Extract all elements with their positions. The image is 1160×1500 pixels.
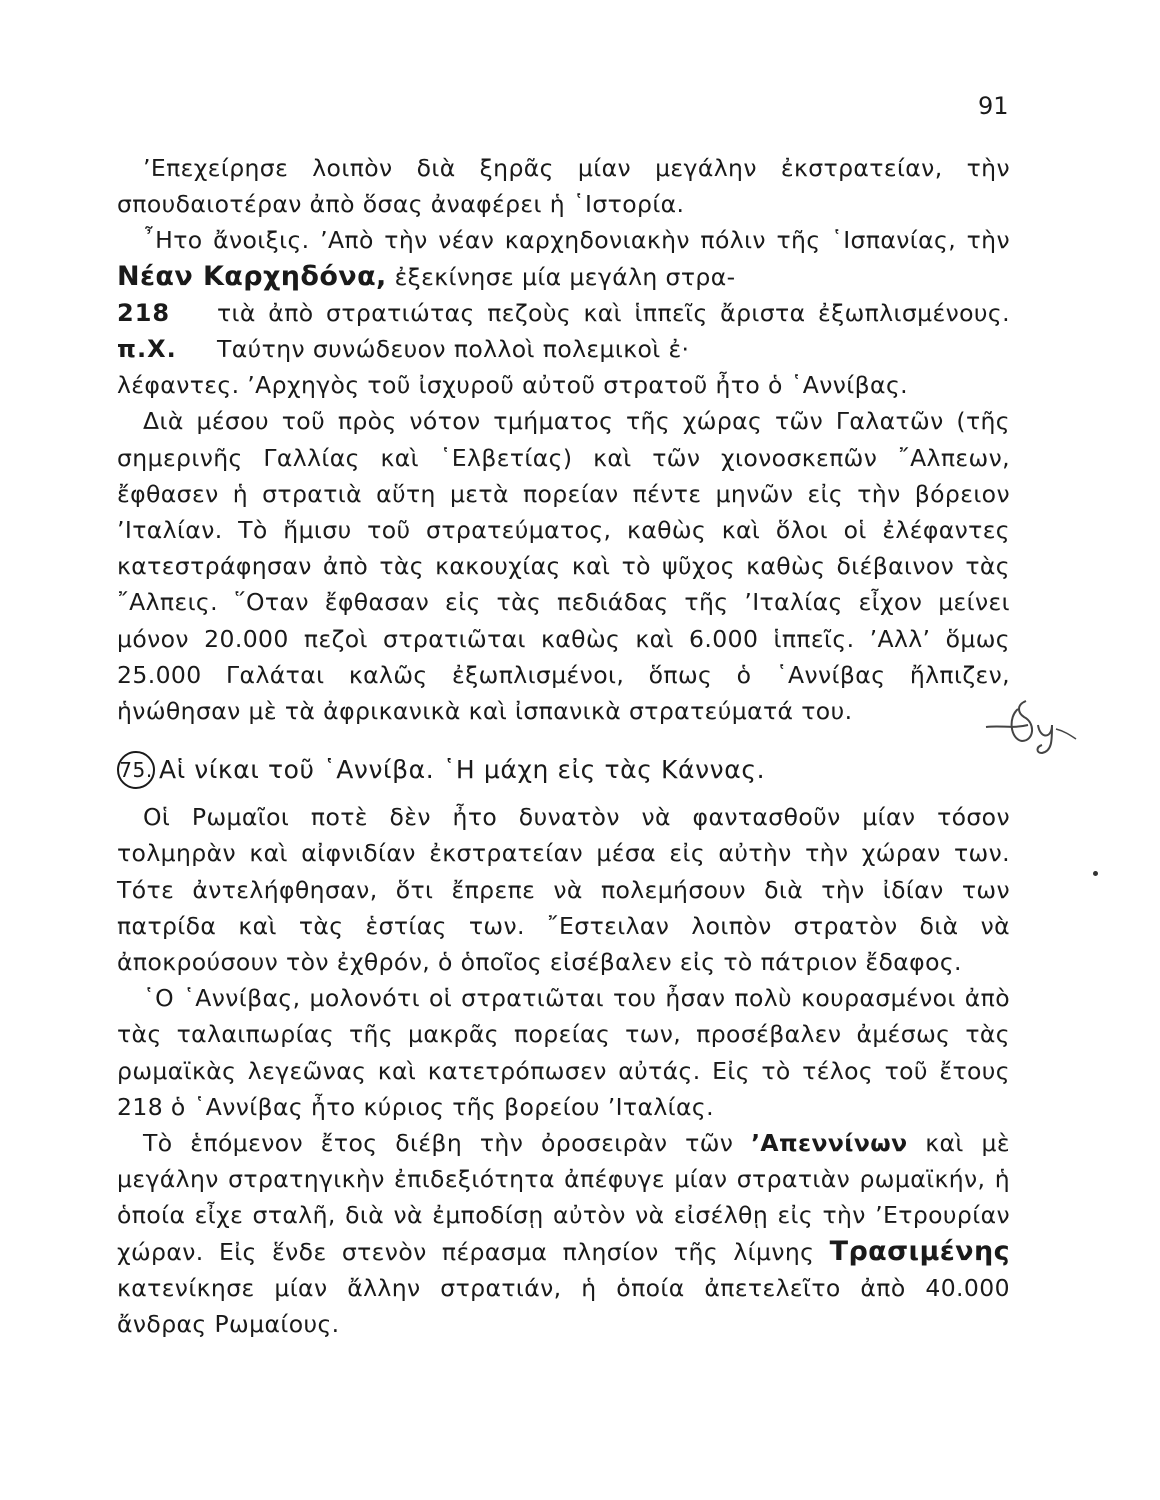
paragraph-5: ῾Ο ῾Αννίβας, μολονότι οἱ στρατιῶται του ἦσαν πολὺ κουρασμένοι ἀπὸ τὰς ταλαιπωρίας τῆς μακρᾶς πορείας των, προσέβαλεν ἀμέσως τὰς ρωμαϊκὰς λεγεῶνας καὶ κατετρόπωσεν αὐτάς. Εἰς τὸ τέλος τοῦ ἔτους 218 ὁ ῾Αννίβας ἦτο κύριος τῆς βορείου ’Ιταλίας.: [117, 984, 1010, 1121]
paragraph-4: Οἱ Ρωμαῖοι ποτὲ δὲν ἦτο δυνατὸν νὰ φαντασθοῦν μίαν τόσον τολμηρὰν καὶ αἰφνιδίαν ἐκστρατείαν μέσα εἰς αὐτὴν τὴν χώραν των. Τότε ἀντελήφθησαν, ὅτι ἔπρεπε νὰ πολεμήσουν διὰ τὴν ἰδίαν των πατρίδα καὶ τὰς ἑστίας των. ῎Εστειλαν λοιπὸν στρατὸν διὰ νὰ ἀποκρούσουν τὸν ἐχθρόν, ὁ ὁποῖος εἰσέβαλεν εἰς τὸ πάτριον ἔδαφος.: [117, 803, 1010, 977]
stray-dot: [1093, 871, 1098, 876]
section-title: Αἱ νίκαι τοῦ ῾Αννίβα. ῾Η μάχη εἰς τὰς Κάννας.: [159, 755, 766, 785]
margin-note-block: [117, 295, 1010, 367]
paragraph-6-part-e: κατενίκησε μίαν ἄλλην στρατιάν, ἡ ὁποία ἀπετελεῖτο ἀπὸ 40.000 ἄνδρας Ρωμαίους.: [117, 1273, 1010, 1339]
place-name-apennines: ’Απεννίνων: [751, 1129, 908, 1158]
section-heading: [117, 751, 1010, 789]
paragraph-6-part-c: καὶ μὲ μεγάλην στρατηγικὴν ἐπιδεξιότητα ἀπέφυγε μίαν στρατιὰν ρωμαϊκήν, ἡ ὁποία εἶχε σταλῆ, διὰ νὰ ἐμποδίσῃ αὐτὸν νὰ εἰσέλθῃ εἰς τὴν ’Ετρουρίαν χώραν. Εἰς ἕνδε στενὸν πέρασμα πλησίον τῆς λίμνης: [117, 1129, 1010, 1266]
page-text: [117, 150, 1010, 1342]
paragraph-2-tail: ἐξεκίνησε μία μεγάλη στρα-: [386, 262, 736, 291]
margin-date-note: 218 π.Χ.: [117, 298, 177, 364]
paragraph-2: [117, 222, 1010, 294]
margin-note-body: τιὰ ἀπὸ στρατιώτας πεζοὺς καὶ ἱππεῖς ἄριστα ἐξωπλισμένους. Ταύτην συνώδευον πολλοὶ πολεμικοὶ ἐ·: [217, 298, 1010, 364]
handwritten-mark-icon: [982, 695, 1078, 757]
paragraph-6-part-a: Τὸ ἑπόμενον ἔτος διέβη τὴν ὀροσειρὰν τῶν: [143, 1129, 752, 1158]
paragraph-2-lead: ῏Ητο ἄνοιξις. ’Απὸ τὴν νέαν καρχηδονιακὴν πόλιν τῆς ῾Ισπανίας, τὴν: [143, 226, 1010, 255]
place-name-trasimene: Τρασιμένης: [829, 1235, 1010, 1267]
paragraph-3: Διὰ μέσου τοῦ πρὸς νότον τμήματος τῆς χώρας τῶν Γαλατῶν (τῆς σημερινῆς Γαλλίας καὶ ῾Ελβετίας) καὶ τῶν χιονοσκεπῶν ῎Αλπεων, ἔφθασεν ἡ στρατιὰ αὕτη μετὰ πορείαν πέντε μηνῶν εἰς τὴν βόρειον ’Ιταλίαν. Τὸ ἥμισυ τοῦ στρατεύματος, καθὼς καὶ ὅλοι οἱ ἐλέφαντες κατεστράφησαν ἀπὸ τὰς κακουχίας καὶ τὸ ψῦχος καθὼς διέβαινον τὰς ῎Αλπεις. ῞Οταν ἔφθασαν εἰς τὰς πεδιάδας τῆς ’Ιταλίας εἶχον μείνει μόνον 20.000 πεζοὶ στρατιῶται καθὼς καὶ 6.000 ἱππεῖς. ’Αλλ’ ὅμως 25.000 Γαλάται καλῶς ἐξωπλισμένοι, ὅπως ὁ ῾Αννίβας ἤλπιζεν, ἡνώθησαν μὲ τὰ ἀφρικανικὰ καὶ ἰσπανικὰ στρατεύματά του.: [117, 407, 1010, 726]
page-number: 91: [978, 92, 1009, 120]
paragraph-6: [117, 1125, 1010, 1342]
paragraph-1: ’Επεχείρησε λοιπὸν διὰ ξηρᾶς μίαν μεγάλην ἐκστρατείαν, τὴν σπουδαιοτέραν ἀπὸ ὅσας ἀναφέρει ἡ ῾Ιστορία.: [117, 154, 1010, 219]
place-name-nea-karchidona: Νέαν Καρχηδόνα,: [117, 260, 387, 292]
section-number-circle: 75.: [117, 751, 155, 789]
paragraph-2-end: λέφαντες. ’Αρχηγὸς τοῦ ἰσχυροῦ αὐτοῦ στρατοῦ ἦτο ὁ ῾Αννίβας.: [117, 371, 909, 400]
